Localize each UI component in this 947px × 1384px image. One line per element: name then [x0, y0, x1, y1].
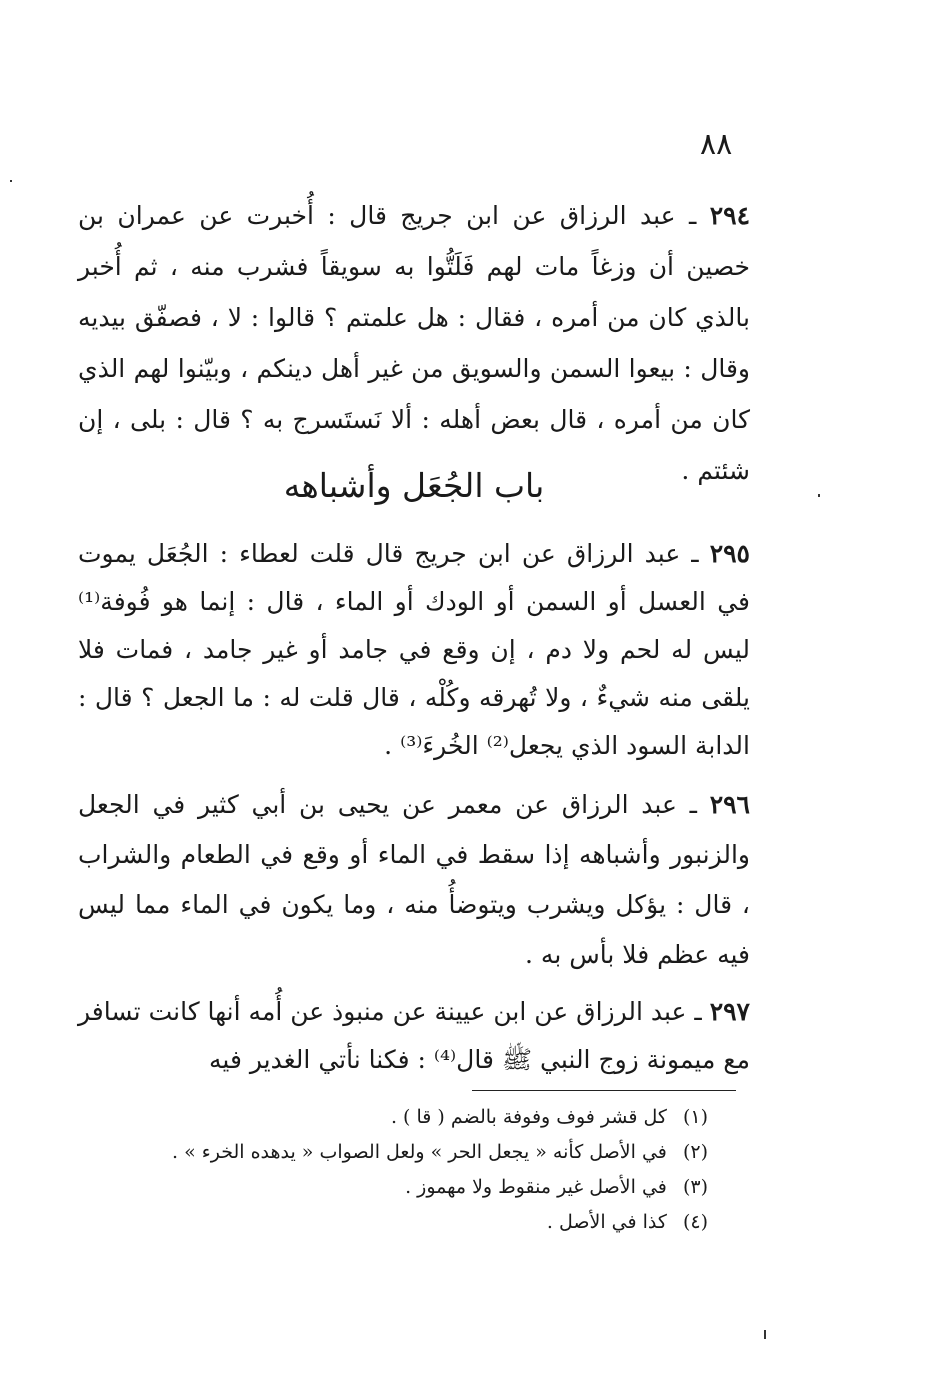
- chapter-heading: باب الجُعَل وأشباهه: [283, 466, 545, 505]
- footnote-number: (٣): [682, 1176, 708, 1198]
- footnote-text: في الأصل كأنه « يجعل الحر » ولعل الصواب « يدهده الخرء » .: [172, 1141, 667, 1163]
- page-number: ٨٨: [700, 127, 733, 162]
- footnote-2: [110, 1135, 708, 1170]
- footnotes: [110, 1100, 708, 1240]
- footnote-text: كذا في الأصل .: [546, 1211, 667, 1233]
- entry-296: [78, 780, 750, 980]
- footnote-number: (٤): [682, 1211, 708, 1233]
- entry-number: ٢٩٥: [709, 539, 750, 568]
- footnote-4: [110, 1205, 708, 1240]
- footnote-divider: [472, 1090, 736, 1091]
- footnote-1: [110, 1100, 708, 1135]
- entry-text: ـ عبد الرزاق عن ابن جريج قال : أُخبرت عن عمران بن خصين أن وزغاً مات لهم فَلَتُّوا به سويقاً فشرب منه ، ثم أُخبر بالذي كان من أمره ، فقال : هل علمتم ؟ قالوا : لا ، فصفّق بيديه وقال : بيعوا السمن والسويق من غير أهل دينكم ، وبيّنوا لهم الذي كان من أمره ، قال بعض أهله : ألا نَستَسرج به ؟ قال : بلى ، إن شئتم .: [78, 201, 750, 485]
- entry-295: [78, 530, 750, 770]
- footnote-text: كل قشر فوف وفوفة بالضم ( قا ) .: [390, 1106, 667, 1128]
- entry-text: ـ عبد الرزاق عن ابن جريج قال قلت لعطاء : الجُعَل يموت في العسل أو السمن أو الودك أو الماء ، قال : إنما هو فُوفة⁽¹⁾ ليس له لحم ولا دم ، إن وقع في جامد أو غير جامد ، فمات فلا يلقى منه شيءٌ ، ولا تُهرقه وكُلْه ، قال قلت له : ما الجعل ؟ قال : الدابة السود الذي يجعل⁽²⁾ الخُرءَ⁽³⁾ .: [78, 539, 750, 760]
- entry-text: ـ عبد الرزاق عن معمر عن يحيى بن أبي كثير في الجعل والزنبور وأشباهه إذا سقط في الماء أو وقع في الطعام والشراب ، قال : يؤكل ويشرب ويتوضأُ منه ، وما يكون في الماء مما ليس فيه عظم فلا بأس به .: [78, 790, 750, 969]
- footnote-text: في الأصل غير منقوط ولا مهموز .: [405, 1176, 667, 1198]
- footnote-number: (٢): [682, 1141, 708, 1163]
- entry-294: [78, 190, 750, 496]
- scan-speck: [764, 1330, 766, 1339]
- entry-297: [78, 988, 750, 1084]
- entry-number: ٢٩٧: [709, 997, 750, 1026]
- scan-speck: [10, 180, 12, 182]
- scan-speck: [818, 494, 820, 497]
- footnote-3: [110, 1170, 708, 1205]
- footnote-number: (١): [682, 1106, 708, 1128]
- entry-text: ـ عبد الرزاق عن ابن عيينة عن منبوذ عن أُمه أنها كانت تسافر مع ميمونة زوج النبي ﷺ قال⁽⁴⁾ : فكنا نأتي الغدير فيه: [78, 997, 750, 1074]
- entry-number: ٢٩٤: [709, 201, 751, 230]
- entry-number: ٢٩٦: [709, 790, 750, 819]
